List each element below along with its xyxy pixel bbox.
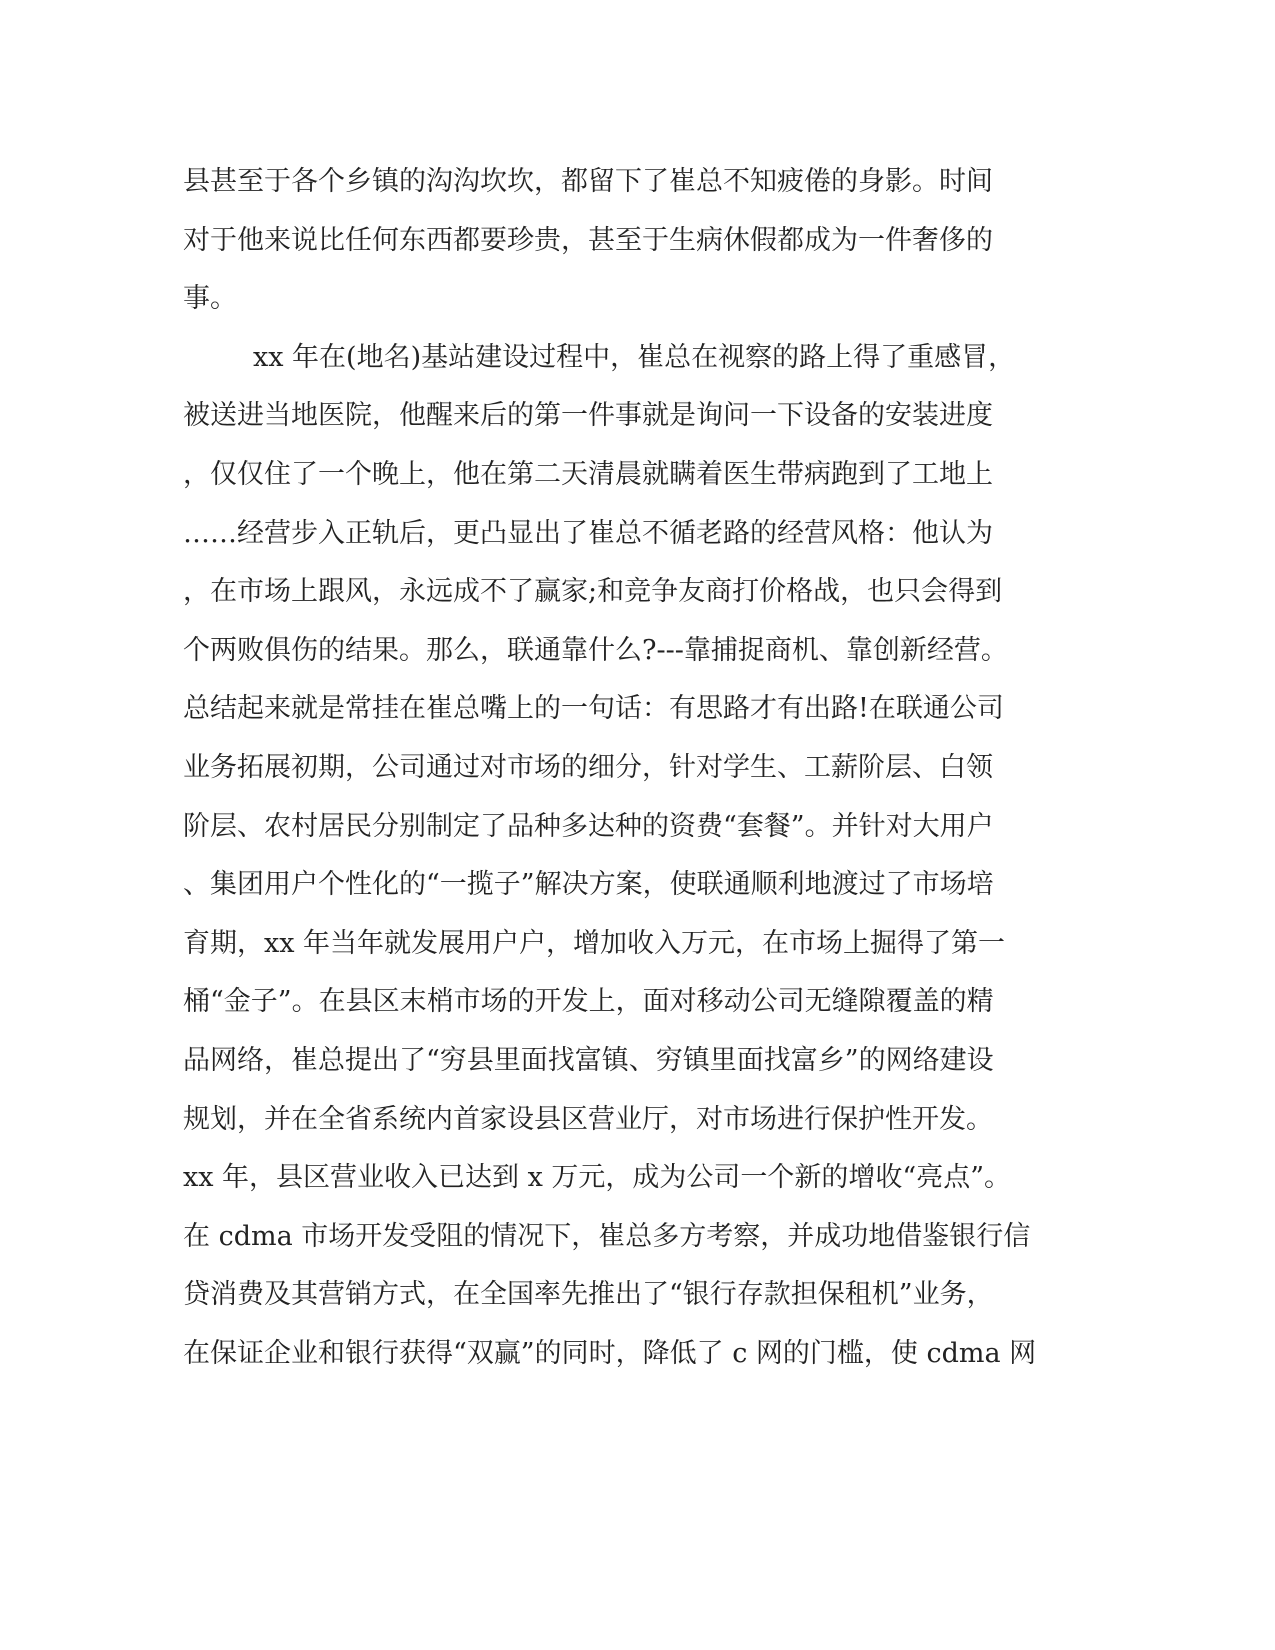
text-line: 规划，并在全省系统内首家设县区营业厅，对市场进行保护性开发。 [183,1103,993,1135]
text-line: 县甚至于各个乡镇的沟沟坎坎，都留下了崔总不知疲倦的身影。时间 [183,166,993,197]
text-line: 在 cdma 市场开发受阻的情况下，崔总多方考察，并成功地借鉴银行信 [183,1220,1031,1252]
text-line: 贷消费及其营销方式，在全国率先推出了“银行存款担保租机”业务， [183,1279,994,1311]
text-line: 总结起来就是常挂在崔总嘴上的一句话：有思路才有出路!在联通公司 [183,693,1004,725]
text-line: 桶“金子”。在县区末梢市场的开发上，面对移动公司无缝隙覆盖的精 [183,986,994,1018]
text-line: ，仅仅住了一个晚上，他在第二天清晨就瞒着医生带病跑到了工地上 [183,458,993,490]
text-line: 事。 [183,283,237,315]
text-line: 阶层、农村居民分别制定了品种多达种的资费“套餐”。并针对大用户 [183,810,994,842]
text-line: 育期，xx 年当年就发展用户户，增加收入万元，在市场上掘得了第一 [183,927,1006,959]
text-line: 在保证企业和银行获得“双赢”的同时，降低了 c 网的门槛，使 cdma 网 [183,1337,1037,1369]
text-line: 业务拓展初期，公司通过对市场的细分，针对学生、工薪阶层、白领 [183,751,993,783]
body-text [183,160,1037,1390]
text-line: 、集团用户个性化的“一揽子”解决方案，使联通顺利地渡过了市场培 [183,869,994,901]
text-line: ，在市场上跟风，永远成不了赢家;和竞争友商打价格战，也只会得到 [183,576,1003,608]
paragraph-first-line: xx 年在(地名)基站建设过程中，崔总在视察的路上得了重感冒， [253,341,1016,373]
text-line: xx 年，县区营业收入已达到 x 万元，成为公司一个新的增收“亮点”。 [183,1162,1012,1194]
text-line: 个两败俱伤的结果。那么，联通靠什么?---靠捕捉商机、靠创新经营。 [183,634,1008,666]
text-line: 被送进当地医院，他醒来后的第一件事就是询问一下设备的安装进度 [183,400,993,432]
text-line: 品网络，崔总提出了“穷县里面找富镇、穷镇里面找富乡”的网络建设 [183,1044,994,1076]
text-line: 对于他来说比任何东西都要珍贵，甚至于生病休假都成为一件奢侈的 [183,224,993,256]
text-line: ……经营步入正轨后，更凸显出了崔总不循老路的经营风格：他认为 [183,517,993,549]
